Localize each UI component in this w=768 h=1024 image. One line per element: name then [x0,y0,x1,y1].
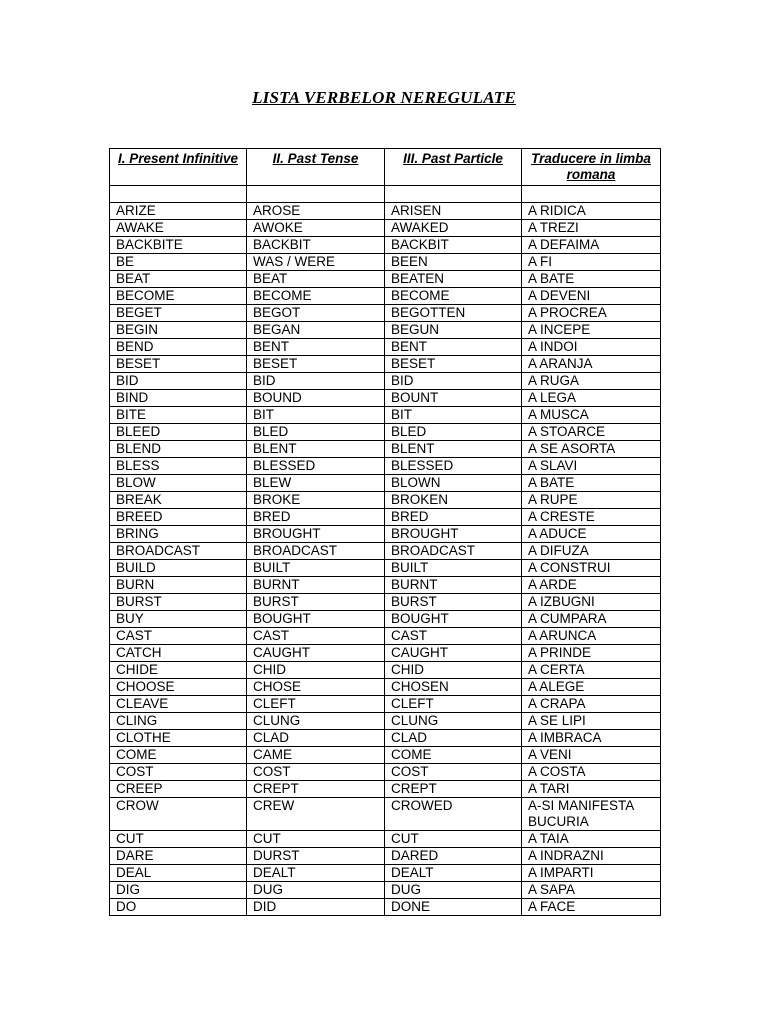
table-row [110,237,661,254]
cell-past-participle: CREPT [385,781,522,798]
table-row [110,730,661,747]
cell-past-participle: BEATEN [385,271,522,288]
irregular-verbs-table [109,148,661,916]
cell-translation: A CONSTRUI [522,560,661,577]
cell-past-tense: BESET [247,356,385,373]
cell-past-tense: BEGAN [247,322,385,339]
cell-past-participle: CLUNG [385,713,522,730]
cell-past-participle: CHID [385,662,522,679]
cell-past-participle: BLENT [385,441,522,458]
table-row [110,831,661,848]
cell-past-tense: BUILT [247,560,385,577]
cell-past-participle: BLESSED [385,458,522,475]
cell-translation: A TARI [522,781,661,798]
cell-past-participle: BURNT [385,577,522,594]
header-past-participle: III. Past Particle [385,149,522,186]
cell-translation: A INCEPE [522,322,661,339]
cell-past-participle: CLEFT [385,696,522,713]
cell-translation: A INDOI [522,339,661,356]
cell-present-infinitive: BUY [110,611,247,628]
cell-past-tense: WAS / WERE [247,254,385,271]
cell-translation: A ALEGE [522,679,661,696]
cell-present-infinitive: AWAKE [110,220,247,237]
cell-present-infinitive: DIG [110,882,247,899]
table-row [110,390,661,407]
cell-translation: A INDRAZNI [522,848,661,865]
blank-row [110,186,661,203]
cell-translation: A TREZI [522,220,661,237]
table-row [110,509,661,526]
cell-past-participle: CAUGHT [385,645,522,662]
cell-past-tense: CUT [247,831,385,848]
cell-past-tense: BURST [247,594,385,611]
table-row [110,594,661,611]
cell-past-tense: CAME [247,747,385,764]
cell-past-participle: BIT [385,407,522,424]
cell-translation: A PROCREA [522,305,661,322]
cell-past-tense: COST [247,764,385,781]
cell-past-participle: BENT [385,339,522,356]
cell-translation: A FACE [522,899,661,916]
cell-past-tense: BROADCAST [247,543,385,560]
header-translation: Traducere in limba romana [522,149,661,186]
cell-translation: A IZBUGNI [522,594,661,611]
cell-translation: A STOARCE [522,424,661,441]
cell-past-tense: CLUNG [247,713,385,730]
cell-present-infinitive: DARE [110,848,247,865]
cell-present-infinitive: BEGET [110,305,247,322]
cell-translation: A ARUNCA [522,628,661,645]
cell-present-infinitive: BACKBITE [110,237,247,254]
cell-past-participle: COME [385,747,522,764]
cell-past-participle: BUILT [385,560,522,577]
cell-present-infinitive: CAST [110,628,247,645]
cell-translation: A-SI MANIFESTA BUCURIA [522,798,661,831]
cell-past-tense: BEAT [247,271,385,288]
cell-past-tense: CAUGHT [247,645,385,662]
cell-present-infinitive: BREED [110,509,247,526]
cell-past-tense: CLAD [247,730,385,747]
cell-past-participle: BACKBIT [385,237,522,254]
table-row [110,475,661,492]
cell-present-infinitive: CROW [110,798,247,831]
cell-translation: A BATE [522,475,661,492]
cell-past-participle: BRED [385,509,522,526]
table-row [110,696,661,713]
cell-present-infinitive: BROADCAST [110,543,247,560]
cell-past-tense: BLEW [247,475,385,492]
blank-cell [247,186,385,203]
table-row [110,407,661,424]
cell-past-participle: BEGUN [385,322,522,339]
table-row [110,458,661,475]
cell-present-infinitive: COST [110,764,247,781]
cell-present-infinitive: CHOOSE [110,679,247,696]
cell-past-tense: BLESSED [247,458,385,475]
cell-present-infinitive: BECOME [110,288,247,305]
table-row [110,577,661,594]
cell-past-participle: DARED [385,848,522,865]
cell-translation: A ARDE [522,577,661,594]
cell-past-participle: CHOSEN [385,679,522,696]
cell-translation: A SE LIPI [522,713,661,730]
table-row [110,543,661,560]
cell-translation: A DEFAIMA [522,237,661,254]
cell-past-participle: CROWED [385,798,522,831]
cell-past-participle: BROUGHT [385,526,522,543]
blank-cell [385,186,522,203]
cell-past-tense: AROSE [247,203,385,220]
cell-past-participle: COST [385,764,522,781]
cell-past-tense: CAST [247,628,385,645]
table-row [110,899,661,916]
cell-present-infinitive: BEND [110,339,247,356]
blank-cell [110,186,247,203]
cell-translation: A LEGA [522,390,661,407]
table-row [110,798,661,831]
table-row [110,645,661,662]
cell-translation: A ARANJA [522,356,661,373]
cell-translation: A VENI [522,747,661,764]
cell-past-tense: DURST [247,848,385,865]
cell-past-participle: DONE [385,899,522,916]
cell-past-tense: BLED [247,424,385,441]
cell-past-participle: BLOWN [385,475,522,492]
cell-past-participle: BESET [385,356,522,373]
cell-translation: A CRAPA [522,696,661,713]
table-row [110,492,661,509]
cell-past-tense: AWOKE [247,220,385,237]
cell-past-participle: BECOME [385,288,522,305]
table-row [110,679,661,696]
cell-translation: A SAPA [522,882,661,899]
cell-present-infinitive: CATCH [110,645,247,662]
table-row [110,628,661,645]
cell-past-participle: BID [385,373,522,390]
cell-past-participle: CUT [385,831,522,848]
table-row [110,271,661,288]
cell-present-infinitive: BLOW [110,475,247,492]
table-row [110,611,661,628]
table-row [110,865,661,882]
cell-past-tense: CLEFT [247,696,385,713]
cell-past-participle: ARISEN [385,203,522,220]
cell-past-tense: BACKBIT [247,237,385,254]
cell-present-infinitive: BE [110,254,247,271]
table-row [110,747,661,764]
cell-present-infinitive: CREEP [110,781,247,798]
cell-past-tense: BLENT [247,441,385,458]
cell-present-infinitive: COME [110,747,247,764]
cell-present-infinitive: BREAK [110,492,247,509]
cell-past-tense: CHID [247,662,385,679]
cell-translation: A ADUCE [522,526,661,543]
table-row [110,220,661,237]
cell-past-tense: BECOME [247,288,385,305]
cell-present-infinitive: BEGIN [110,322,247,339]
cell-past-participle: BURST [385,594,522,611]
cell-present-infinitive: BRING [110,526,247,543]
cell-present-infinitive: BEAT [110,271,247,288]
cell-past-tense: BRED [247,509,385,526]
cell-translation: A RIDICA [522,203,661,220]
cell-translation: A RUGA [522,373,661,390]
cell-past-tense: BOUGHT [247,611,385,628]
cell-past-tense: CHOSE [247,679,385,696]
table-row [110,288,661,305]
cell-translation: A DEVENI [522,288,661,305]
cell-past-tense: DUG [247,882,385,899]
cell-present-infinitive: BESET [110,356,247,373]
cell-present-infinitive: BURN [110,577,247,594]
cell-past-tense: DID [247,899,385,916]
cell-present-infinitive: CLING [110,713,247,730]
table-row [110,526,661,543]
table-row [110,781,661,798]
table-row [110,254,661,271]
cell-present-infinitive: DEAL [110,865,247,882]
cell-present-infinitive: BID [110,373,247,390]
table-row [110,339,661,356]
cell-past-tense: CREPT [247,781,385,798]
cell-present-infinitive: CLEAVE [110,696,247,713]
cell-present-infinitive: CLOTHE [110,730,247,747]
cell-past-participle: BOUGHT [385,611,522,628]
cell-past-tense: BURNT [247,577,385,594]
cell-translation: A DIFUZA [522,543,661,560]
cell-present-infinitive: BURST [110,594,247,611]
cell-translation: A IMPARTI [522,865,661,882]
cell-present-infinitive: BITE [110,407,247,424]
cell-translation: A CRESTE [522,509,661,526]
cell-past-participle: BEEN [385,254,522,271]
cell-translation: A CERTA [522,662,661,679]
cell-translation: A TAIA [522,831,661,848]
table-row [110,848,661,865]
header-past-tense: II. Past Tense [247,149,385,186]
cell-past-participle: BROADCAST [385,543,522,560]
cell-past-tense: BROUGHT [247,526,385,543]
table-row [110,203,661,220]
blank-cell [522,186,661,203]
cell-present-infinitive: BLESS [110,458,247,475]
table-header-row [110,149,661,186]
cell-translation: A COSTA [522,764,661,781]
cell-present-infinitive: CHIDE [110,662,247,679]
table-row [110,305,661,322]
cell-present-infinitive: BIND [110,390,247,407]
cell-past-tense: BIT [247,407,385,424]
table-row [110,356,661,373]
cell-past-tense: BOUND [247,390,385,407]
cell-present-infinitive: BUILD [110,560,247,577]
table-row [110,713,661,730]
table-row [110,322,661,339]
table-row [110,764,661,781]
cell-past-tense: BID [247,373,385,390]
cell-past-participle: DEALT [385,865,522,882]
cell-translation: A IMBRACA [522,730,661,747]
cell-past-tense: DEALT [247,865,385,882]
cell-translation: A SLAVI [522,458,661,475]
cell-past-tense: BEGOT [247,305,385,322]
cell-past-participle: BLED [385,424,522,441]
cell-translation: A CUMPARA [522,611,661,628]
cell-translation: A PRINDE [522,645,661,662]
cell-past-participle: DUG [385,882,522,899]
table-row [110,662,661,679]
cell-present-infinitive: DO [110,899,247,916]
table-row [110,373,661,390]
cell-present-infinitive: BLEND [110,441,247,458]
cell-present-infinitive: BLEED [110,424,247,441]
cell-past-tense: BROKE [247,492,385,509]
cell-translation: A BATE [522,271,661,288]
cell-translation: A SE ASORTA [522,441,661,458]
cell-past-participle: BOUNT [385,390,522,407]
cell-past-participle: BEGOTTEN [385,305,522,322]
cell-present-infinitive: ARIZE [110,203,247,220]
page-title: LISTA VERBELOR NEREGULATE [252,88,516,107]
cell-translation: A FI [522,254,661,271]
cell-past-tense: CREW [247,798,385,831]
header-present-infinitive: I. Present Infinitive [110,149,247,186]
verb-rows [110,203,661,916]
table-row [110,560,661,577]
cell-past-participle: BROKEN [385,492,522,509]
cell-present-infinitive: CUT [110,831,247,848]
cell-translation: A RUPE [522,492,661,509]
cell-past-participle: CAST [385,628,522,645]
cell-translation: A MUSCA [522,407,661,424]
cell-past-participle: CLAD [385,730,522,747]
table-row [110,424,661,441]
cell-past-tense: BENT [247,339,385,356]
table-row [110,882,661,899]
cell-past-participle: AWAKED [385,220,522,237]
table-row [110,441,661,458]
